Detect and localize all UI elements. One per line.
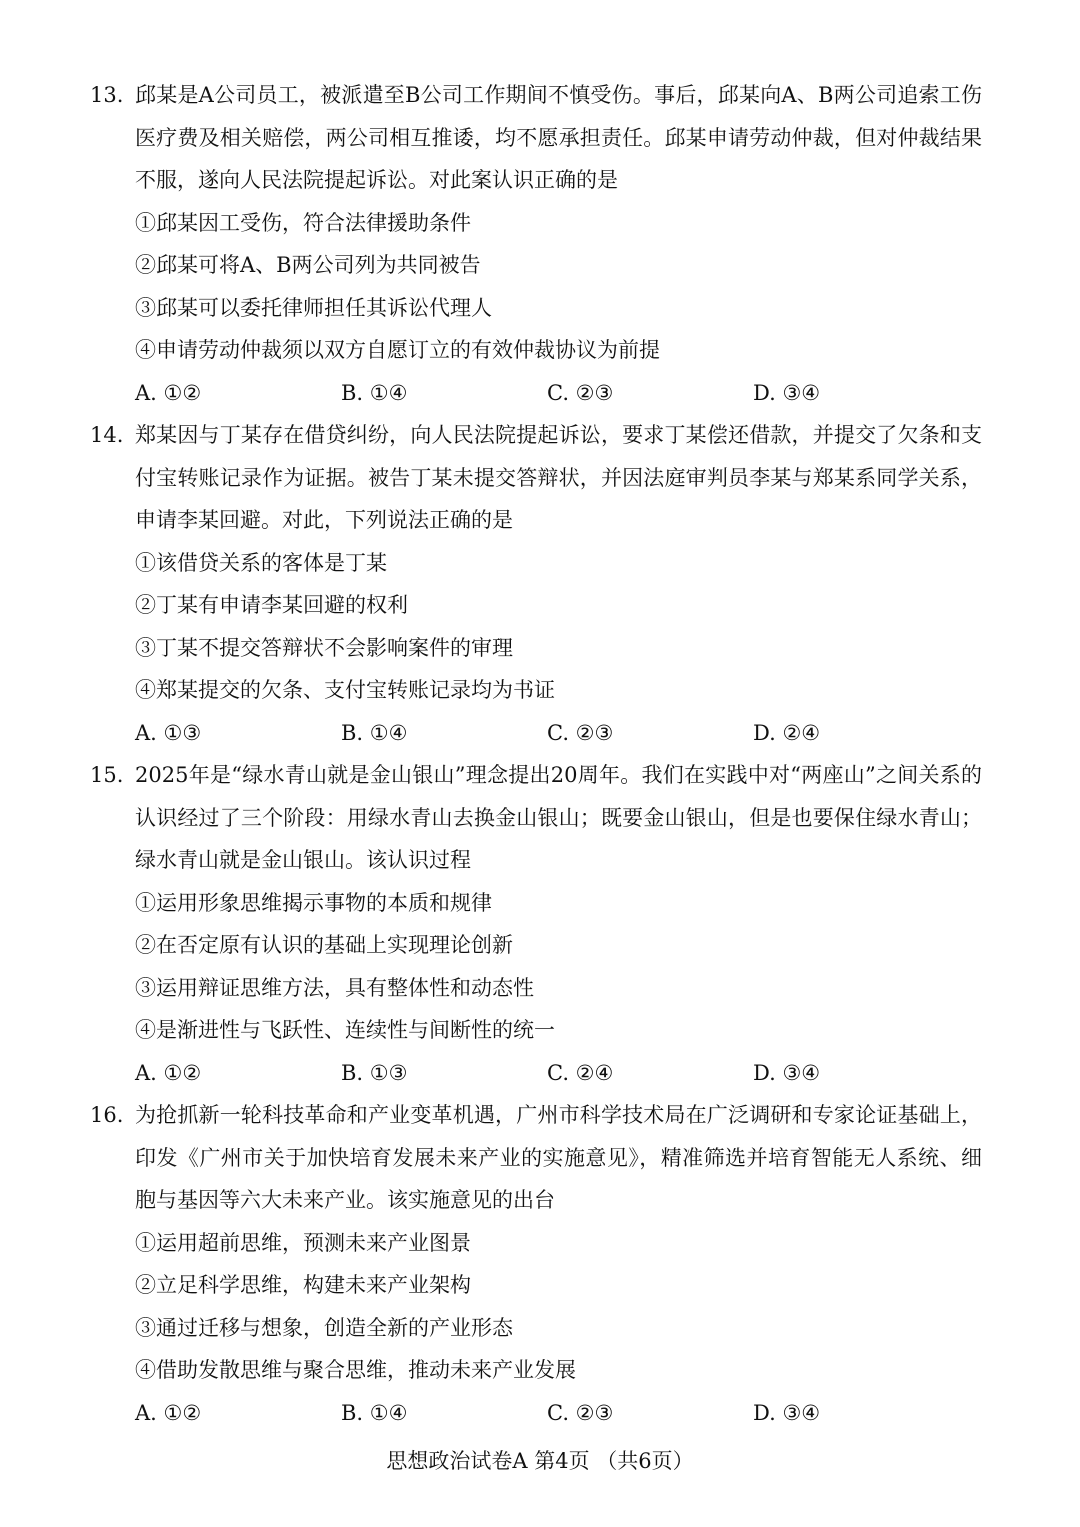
statement-item: ④借助发散思维与聚合思维，推动未来产业发展 [135, 1358, 576, 1382]
question-text: 为抢抓新一轮科技革命和产业变革机遇，广州市科学技术局在广泛调研和专家论证基础上，印发《广州市关于加快培育发展未来产业的实施意见》，精准筛选并培育智能无人系统、细胞与基因等六大未来产业。该实施意见的出台 [135, 1103, 982, 1212]
question-number: 15. [90, 763, 124, 787]
statement-item: ④是渐进性与飞跃性、连续性与间断性的统一 [135, 1018, 555, 1042]
question-stem [90, 74, 982, 202]
choice-a: A. ①③ [135, 720, 202, 745]
choice-c: C. ②③ [547, 380, 614, 405]
statement-list [90, 1222, 982, 1392]
statement-item: ④申请劳动仲裁须以双方自愿订立的有效仲裁协议为前提 [135, 338, 660, 362]
question-text: 郑某因与丁某存在借贷纠纷，向人民法院提起诉讼，要求丁某偿还借款，并提交了欠条和支付宝转账记录作为证据。被告丁某未提交答辩状，并因法庭审判员李某与郑某系同学关系，申请李某回避。对此，下列说法正确的是 [135, 423, 982, 532]
question-stem [90, 414, 982, 542]
choice-c: C. ②④ [547, 1060, 614, 1085]
statement-item: ④郑某提交的欠条、支付宝转账记录均为书证 [135, 678, 555, 702]
choice-a: A. ①② [135, 1400, 202, 1425]
statement-item: ③丁某不提交答辩状不会影响案件的审理 [135, 635, 513, 660]
answer-choices [90, 1052, 982, 1095]
statement-item: ①运用形象思维揭示事物的本质和规律 [135, 890, 492, 915]
statement-item: ③邱某可以委托律师担任其诉讼代理人 [135, 295, 492, 320]
statement-item: ③通过迁移与想象，创造全新的产业形态 [135, 1315, 513, 1340]
statement-item: ②邱某可将A、B两公司列为共同被告 [135, 253, 481, 277]
choice-b: B. ①③ [341, 1060, 408, 1085]
question-14 [90, 414, 982, 754]
choice-d: D. ③④ [753, 1400, 821, 1425]
question-number: 14. [90, 423, 124, 447]
statement-item: ①运用超前思维，预测未来产业图景 [135, 1230, 471, 1255]
statement-list [90, 202, 982, 372]
choice-b: B. ①④ [341, 720, 408, 745]
choice-b: B. ①④ [341, 1400, 408, 1425]
statement-item: ①该借贷关系的客体是丁某 [135, 550, 387, 575]
answer-choices [90, 712, 982, 755]
statement-item: ①邱某因工受伤，符合法律援助条件 [135, 210, 471, 235]
answer-choices [90, 372, 982, 415]
statement-list [90, 542, 982, 712]
choice-b: B. ①④ [341, 380, 408, 405]
choice-a: A. ①② [135, 380, 202, 405]
question-stem [90, 754, 982, 882]
choice-a: A. ①② [135, 1060, 202, 1085]
choice-d: D. ③④ [753, 380, 821, 405]
statement-list [90, 882, 982, 1052]
question-stem [90, 1094, 982, 1222]
choice-c: C. ②③ [547, 720, 614, 745]
choice-d: D. ③④ [753, 1060, 821, 1085]
choice-d: D. ②④ [753, 720, 821, 745]
question-16 [90, 1094, 982, 1434]
question-number: 13. [90, 83, 124, 107]
statement-item: ②丁某有申请李某回避的权利 [135, 593, 408, 617]
statement-item: ③运用辩证思维方法，具有整体性和动态性 [135, 975, 534, 1000]
questions-container [90, 74, 982, 1434]
answer-choices [90, 1392, 982, 1435]
question-number: 16. [90, 1103, 124, 1127]
question-13 [90, 74, 982, 414]
statement-item: ②立足科学思维，构建未来产业架构 [135, 1273, 471, 1297]
statement-item: ②在否定原有认识的基础上实现理论创新 [135, 933, 513, 957]
choice-c: C. ②③ [547, 1400, 614, 1425]
question-15 [90, 754, 982, 1094]
question-text: 邱某是A公司员工，被派遣至B公司工作期间不慎受伤。事后，邱某向A、B两公司追索工伤医疗费及相关赔偿，两公司相互推诿，均不愿承担责任。邱某申请劳动仲裁，但对仲裁结果不服，遂向人民法院提起诉讼。对此案认识正确的是 [135, 83, 982, 192]
question-text: 2025年是“绿水青山就是金山银山”理念提出20周年。我们在实践中对“两座山”之间关系的认识经过了三个阶段：用绿水青山去换金山银山；既要金山银山，但是也要保住绿水青山；绿水青山就是金山银山。该认识过程 [135, 763, 982, 872]
page-footer: 思想政治试卷A 第4页 （共6页） [386, 1449, 694, 1473]
